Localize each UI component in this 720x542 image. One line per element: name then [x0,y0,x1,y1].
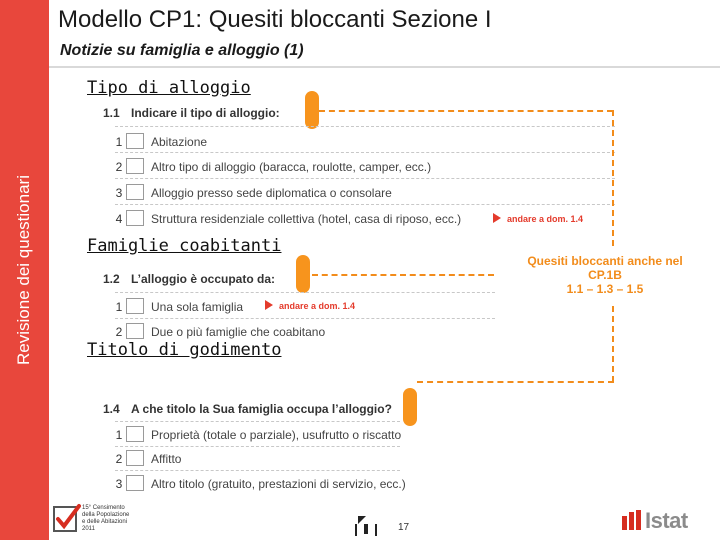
istat-logo-icon [622,510,642,530]
option-number: 2 [115,452,123,466]
option-label: Proprietà (totale o parziale), usufrutto o riscatto [151,428,402,442]
question-text: Indicare il tipo di alloggio: [131,106,280,120]
checkbox-altro-titolo[interactable] [126,475,144,491]
row-separator [115,446,400,447]
checkbox-abitazione[interactable] [126,133,144,149]
goto-instruction: andare a dom. 1.4 [279,301,356,311]
option-label: Abitazione [151,135,208,149]
census-logo-icon [52,503,82,535]
option-number: 1 [115,135,123,149]
option-number: 1 [115,428,123,442]
nav-icon[interactable] [355,515,377,537]
question-number: 1.2 [103,272,120,286]
row-separator [115,178,615,179]
connector-line [612,110,614,246]
census-logo-line: 15° Censimento [82,505,125,511]
section-heading-tipo: Tipo di alloggio [87,78,251,98]
option-number: 3 [115,186,123,200]
option-number: 2 [115,160,123,174]
connector-line [312,274,494,276]
page-number: 17 [398,522,410,533]
section-heading-famiglie: Famiglie coabitanti [87,236,282,256]
checkbox-piu-famiglie[interactable] [126,323,144,339]
row-separator [115,421,400,422]
option-label: Struttura residenziale collettiva (hotel, casa di riposo, ecc.) [151,212,462,226]
orange-pill-marker-icon [296,255,310,293]
section-heading-titolo: Titolo di godimento [87,340,282,360]
question-1-2 [103,272,275,286]
checkbox-sede-diplomatica[interactable] [126,184,144,200]
header-divider [49,66,720,68]
question-1-4 [103,402,392,416]
blocking-questions-note [505,254,705,296]
option-label: Altro tipo di alloggio (baracca, roulotte, camper, ecc.) [151,160,432,174]
row-separator [115,292,495,293]
option-label: Affitto [151,452,182,466]
row-separator [115,318,495,319]
option-label: Altro titolo (gratuito, prestazioni di servizio, ecc.) [151,477,406,491]
sidebar-band [0,0,49,540]
census-logo-text [82,505,129,533]
red-arrow-icon [493,213,501,223]
question-text: L’alloggio è occupato da: [131,272,276,286]
question-1-1 [103,106,280,120]
question-number: 1.4 [103,402,120,416]
row-separator [115,126,615,127]
checkbox-proprieta[interactable] [126,426,144,442]
connector-line [319,110,613,112]
question-number: 1.1 [103,106,120,120]
option-number: 2 [115,325,123,339]
question-text: A che titolo la Sua famiglia occupa l’alloggio? [131,402,392,416]
checkbox-affitto[interactable] [126,450,144,466]
census-logo-line: 2011 [82,526,95,532]
option-number: 1 [115,300,123,314]
note-line: 1.1 – 1.3 – 1.5 [566,282,644,296]
note-line: Quesiti bloccanti anche nel [527,254,683,268]
row-separator [115,152,615,153]
goto-instruction: andare a dom. 1.4 [507,214,584,224]
row-separator [115,204,615,205]
note-line: CP.1B [588,268,622,282]
option-label: Alloggio presso sede diplomatica o consolare [151,186,392,200]
option-label: Una sola famiglia [151,300,244,314]
census-logo-line: della Popolazione [82,512,130,518]
option-label: Due o più famiglie che coabitano [151,325,326,339]
checkbox-una-famiglia[interactable] [126,298,144,314]
row-separator [115,470,400,471]
red-arrow-icon [265,300,273,310]
orange-pill-marker-icon [403,388,417,426]
connector-line [612,306,614,382]
istat-logo-text: Istat [645,508,688,533]
checkbox-struttura-collettiva[interactable] [126,210,144,226]
option-number: 4 [115,212,123,226]
option-number: 3 [115,477,123,491]
slide-title: Modello CP1: Quesiti bloccanti Sezione I [58,6,492,33]
census-logo-line: e delle Abitazioni [82,519,128,525]
orange-pill-marker-icon [305,91,319,129]
slide-subtitle: Notizie su famiglia e alloggio (1) [60,42,304,59]
checkbox-altro-tipo[interactable] [126,158,144,174]
sidebar-label: Revisione dei questionari [14,175,33,365]
connector-line [417,381,614,383]
